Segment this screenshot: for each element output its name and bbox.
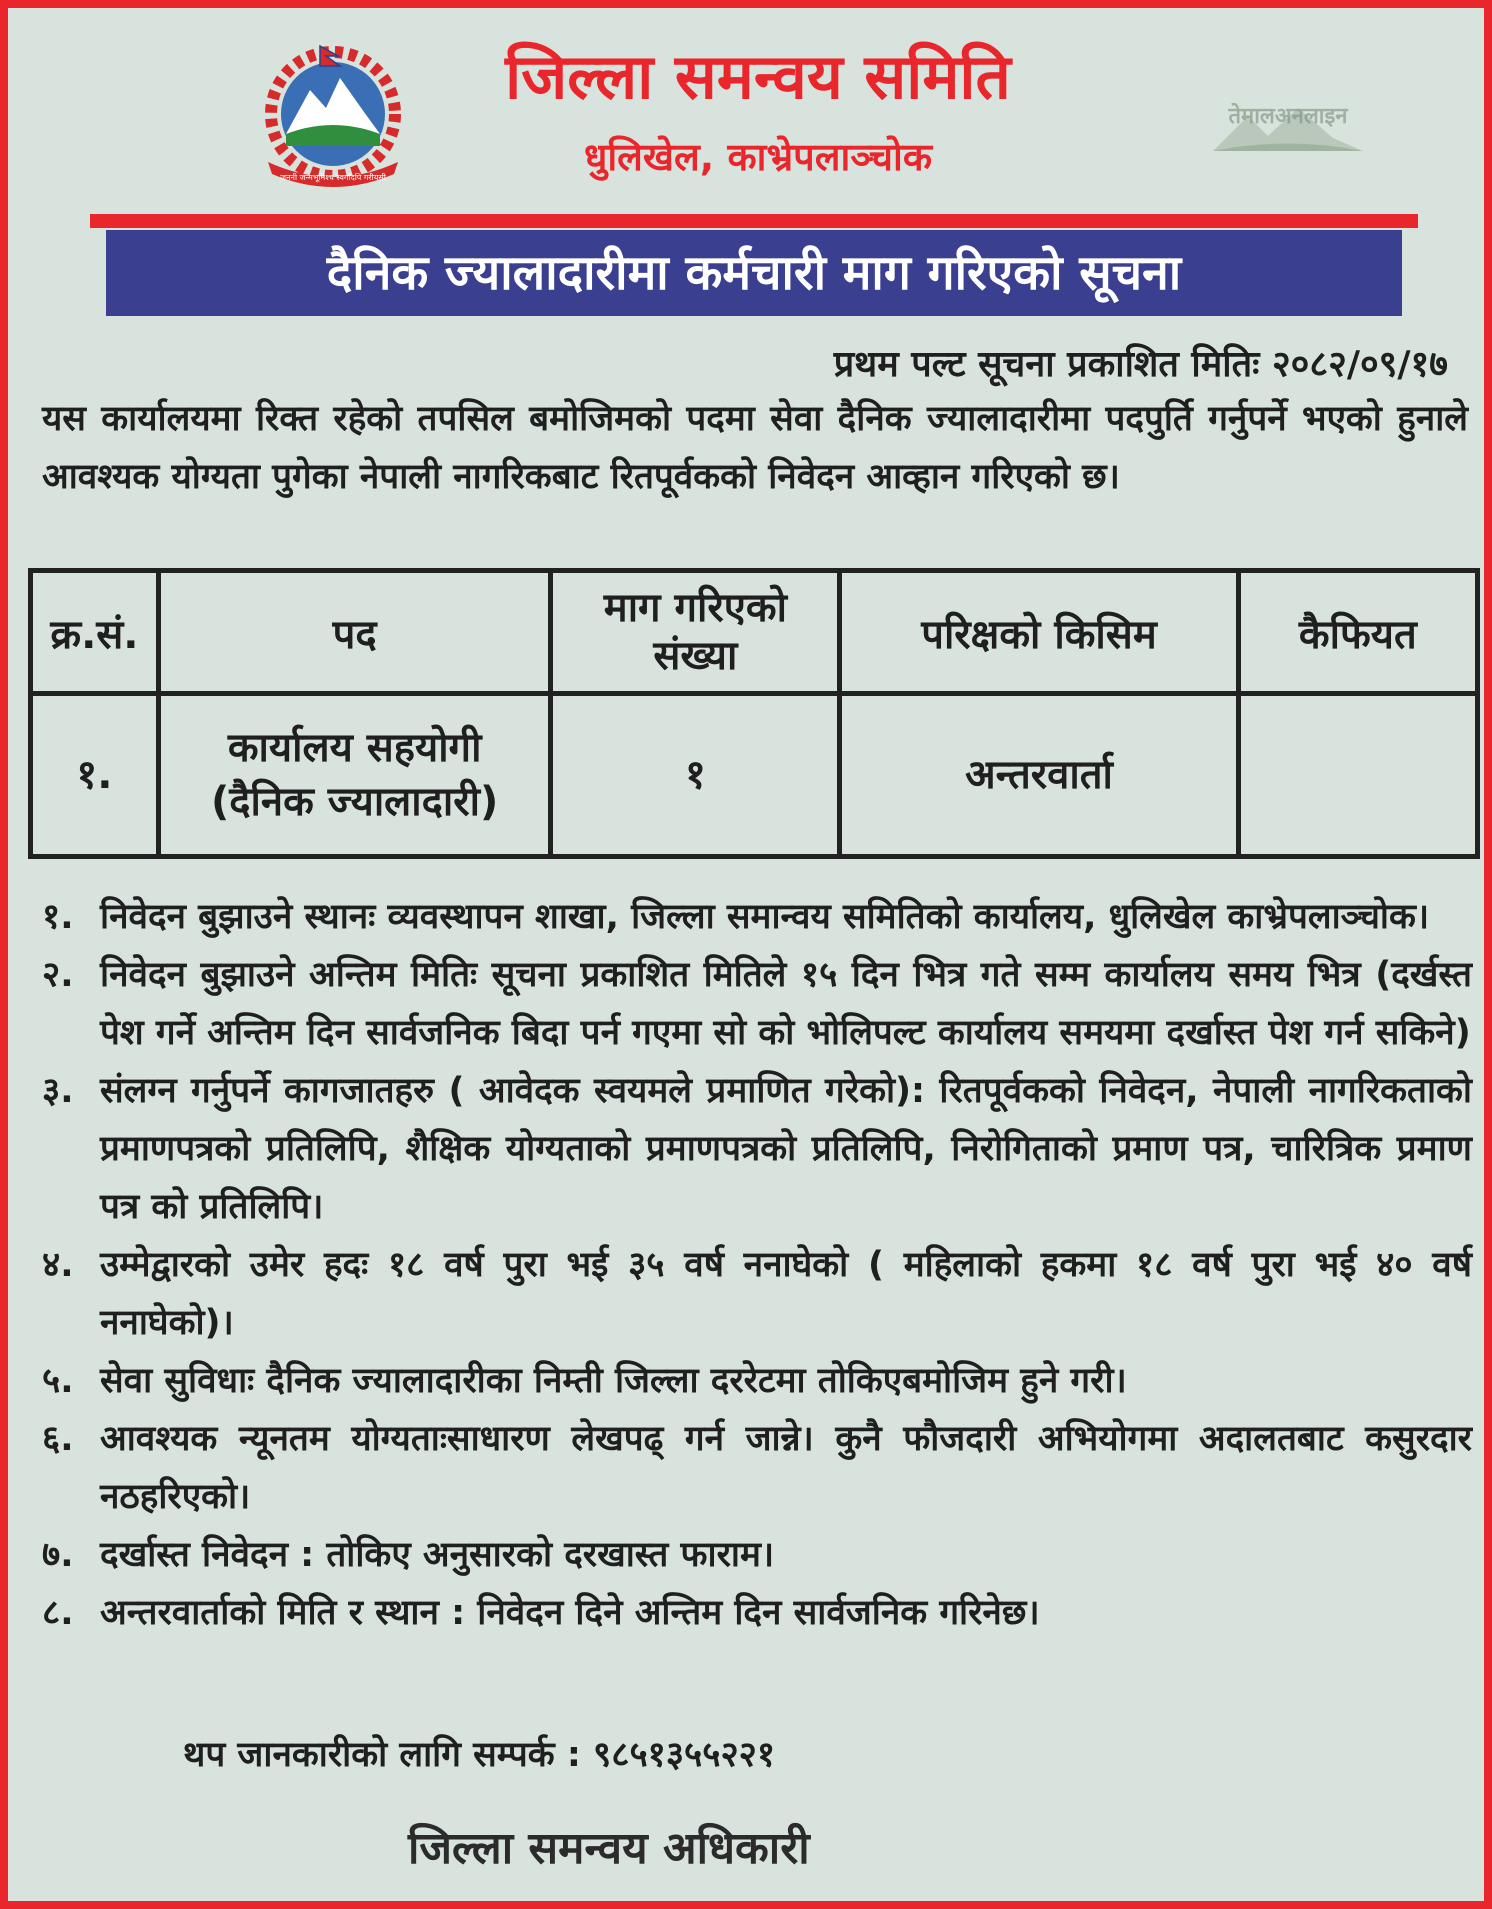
item-text: उम्मेद्वारको उमेर हदः १८ वर्ष पुरा भई ३५ वर्ष ननाघेको ( महिलाको हकमा १८ वर्ष पुरा भई ४० वर्ष ननाघेको)। [100,1245,1472,1343]
table-row [31,694,1478,857]
vacancy-table [28,568,1480,859]
item-number: ७. [42,1535,74,1575]
publication-date-line [834,338,1448,387]
post-line-2: (दैनिक ज्यालादारी) [211,779,499,825]
contact-line: थप जानकारीको लागि सम्पर्क : ९८५१३५५२२१ [183,1735,776,1775]
list-item [42,1526,1472,1584]
publication-date: २०८२/०९/१७ [1271,344,1448,385]
list-item [42,946,1472,1062]
item-text: निवेदन बुझाउने स्थानः व्यवस्थापन शाखा, जिल्ला समान्वय समितिको कार्यालय, धुलिखेल काभ्रेपलाञ्चोक। [100,897,1430,937]
list-item [42,1236,1472,1352]
item-text: सेवा सुविधाः दैनिक ज्यालादारीका निम्ती जिल्ला दररेटमा तोकिएबमोजिम हुने गरी। [100,1361,1127,1401]
office-title: जिल्ला समन्वय समिति [505,40,1011,113]
item-number: २. [42,955,74,995]
nepal-emblem-icon [248,42,418,192]
item-number: ४. [42,1245,74,1285]
list-item [42,888,1472,946]
col-header-exam: परिक्षको किसिम [840,571,1238,694]
item-text: संलग्न गर्नुपर्ने कागजातहरु ( आवेदक स्वयमले प्रमाणित गरेको): रितपूर्वकको निवेदन, नेपाली नागरिकताको प्रमाणपत्रको प्रतिलिपि, शैक्षिक योग्यताको प्रमाणपत्रको प्रतिलिपि, निरोगिताको प्रमाण पत्र, चारित्रिक प्रमाण पत्र को प्रतिलिपि। [100,1071,1472,1227]
publication-label: प्रथम पल्ट सूचना प्रकाशित मितिः [833,344,1260,385]
item-text: दर्खास्त निवेदन : तोकिए अनुसारको दरखास्त फाराम। [100,1535,775,1575]
cell-remarks [1238,694,1477,857]
list-item [42,1062,1472,1236]
list-item [42,1352,1472,1410]
notice-banner: दैनिक ज्यालादारीमा कर्मचारी माग गरिएको सूचना [106,230,1402,316]
item-number: ८. [42,1593,74,1633]
item-number: ३. [42,1071,74,1111]
col-header-sn: क्र.सं. [31,571,159,694]
watermark-text: तेमालअनलाइन [1228,104,1348,129]
col-header-post: पद [158,571,551,694]
intro-paragraph: यस कार्यालयमा रिक्त रहेको तपसिल बमोजिमको पदमा सेवा दैनिक ज्यालादारीमा पदपुर्ति गर्नुपर्ने भएको हुनाले आवश्यक योग्यता पुगेका नेपाली नागरिकबाट रितपूर्वकको निवेदन आव्हान गरिएको छ। [42,399,1468,497]
item-text: आवश्यक न्यूनतम योग्यताःसाधारण लेखपढ् गर्न जान्ने। कुनै फौजदारी अभियोगमा अदालतबाट कसुरदार नठहरिएको। [100,1419,1472,1517]
signatory-title: जिल्ला समन्वय अधिकारी [408,1823,810,1874]
list-item [42,1410,1472,1526]
table-header-row [31,571,1478,694]
item-number: ६. [42,1419,74,1459]
cell-post [158,694,551,857]
cell-count: १ [551,694,840,857]
cell-sn: १. [31,694,159,857]
office-location: धुलिखेल, काभ्रेपलाञ्चोक [583,135,933,179]
post-line-1: कार्यालय सहयोगी [227,725,482,771]
item-number: १. [42,897,74,937]
item-number: ५. [42,1361,74,1401]
item-text: अन्तरवार्ताको मिति र स्थान : निवेदन दिने अन्तिम दिन सार्वजनिक गरिनेछ। [100,1593,1040,1633]
emblem-caption: जननी जन्मभूमिश्च स्वर्गादपि गरीयसी [280,173,386,182]
item-text: निवेदन बुझाउने अन्तिम मितिः सूचना प्रकाशित मितिले १५ दिन भित्र गते सम्म कार्यालय समय भित्र (दर्खस्त पेश गर्ने अन्तिम दिन सार्वजनिक बिदा पर्न गएमा सो को भोलिपल्ट कार्यालय समयमा दर्खास्त पेश गर्न सकिने) [100,955,1472,1053]
col-header-remarks: कैफियत [1238,571,1477,694]
col-header-count: माग गरिएको संख्या [551,571,840,694]
conditions-list [42,888,1472,1642]
header-divider [90,214,1418,228]
cell-exam: अन्तरवार्ता [840,694,1238,857]
list-item [42,1584,1472,1642]
